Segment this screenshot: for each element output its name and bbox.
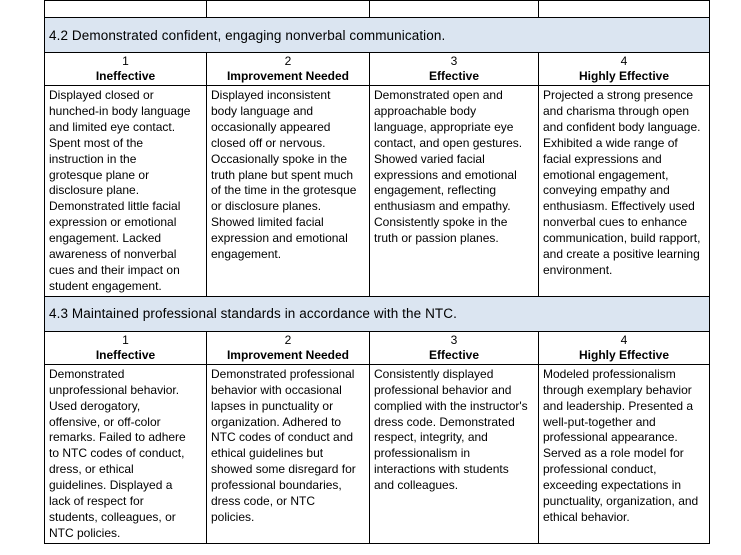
- level-number: 3: [450, 54, 458, 68]
- descriptor-improvement-needed: Demonstrated professional behavior with occasional lapses in punctuality or organization. Adhered to NTC codes of conduct and ethical guidelines but showed some disregard for professional boundaries, dress code, or NTC policies.: [207, 364, 370, 543]
- level-header-4: [539, 53, 710, 86]
- section-title: 4.2 Demonstrated confident, engaging nonverbal communication.: [45, 18, 710, 53]
- level-header-2: [207, 331, 370, 364]
- level-header-3: [370, 331, 539, 364]
- level-name: Effective: [428, 347, 480, 362]
- rubric-table: [44, 0, 710, 544]
- level-number: 2: [284, 332, 292, 347]
- descriptor-row: [45, 364, 710, 543]
- descriptor-ineffective: Demonstrated unprofessional behavior. Used derogatory, offensive, or off-color remarks. Failed to adhere to NTC codes of conduct, dress, or ethical guidelines. Displayed a lack of respect for students, colleagues, or NTC policies.: [45, 364, 207, 543]
- descriptor-improvement-needed: Displayed inconsistent body language and occasionally appeared closed off or nervous. Occasionally spoke in the truth plane but spent much of the time in the grotesque or disclosure planes. Showed limited facial expression and emotional engagement.: [207, 86, 370, 297]
- level-number: 4: [620, 54, 628, 68]
- level-name: Highly Effective: [578, 347, 670, 362]
- previous-section-row: [45, 1, 710, 18]
- level-header-1: [45, 331, 207, 364]
- descriptor-effective: Consistently displayed professional behavior and complied with the instructor's dress code. Demonstrated respect, integrity, and professionalism in interactions with students and colleagues.: [370, 364, 539, 543]
- level-name: Ineffective: [95, 69, 156, 83]
- level-header-2: [207, 53, 370, 86]
- level-name: Ineffective: [95, 347, 156, 362]
- level-header-1: [45, 53, 207, 86]
- section-header-4-3: [45, 296, 710, 331]
- descriptor-highly-effective: Modeled professionalism through exemplary behavior and leadership. Presented a well-put-together and professional appearance. Served as a role model for professional conduct, exceeding expectations in punctuality, organization, and ethical behavior.: [539, 364, 710, 543]
- descriptor-ineffective: Displayed closed or hunched-in body language and limited eye contact. Spent most of the instruction in the grotesque plane or disclosure plane. Demonstrated little facial expression or emotional engagement. Lacked awareness of nonverbal cues and their impact on student engagement.: [45, 86, 207, 297]
- level-header-row: [45, 331, 710, 364]
- section-header-4-2: [45, 18, 710, 53]
- level-header-3: [370, 53, 539, 86]
- level-header-row: [45, 53, 710, 86]
- section-title: 4.3 Maintained professional standards in accordance with the NTC.: [45, 296, 710, 331]
- level-name: Highly Effective: [578, 69, 670, 83]
- level-number: 4: [620, 332, 628, 347]
- descriptor-effective: Demonstrated open and approachable body language, appropriate eye contact, and open gestures. Showed varied facial expressions and emotional engagement, reflecting enthusiasm and empathy. Consistently spoke in the truth or passion planes.: [370, 86, 539, 297]
- level-number: 1: [122, 332, 129, 347]
- level-number: 2: [284, 54, 292, 68]
- level-header-4: [539, 331, 710, 364]
- level-name: Improvement Needed: [226, 69, 350, 83]
- level-name: Improvement Needed: [226, 347, 350, 362]
- level-number: 3: [450, 332, 458, 347]
- level-number: 1: [122, 54, 129, 68]
- descriptor-highly-effective: Projected a strong presence and charisma through open and confident body language. Exhibited a wide range of facial expressions and emotional engagement, conveying empathy and enthusiasm. Effectively used nonverbal cues to enhance communication, build rapport, and create a positive learning environment.: [539, 86, 710, 297]
- descriptor-row: [45, 86, 710, 297]
- level-name: Effective: [428, 69, 480, 83]
